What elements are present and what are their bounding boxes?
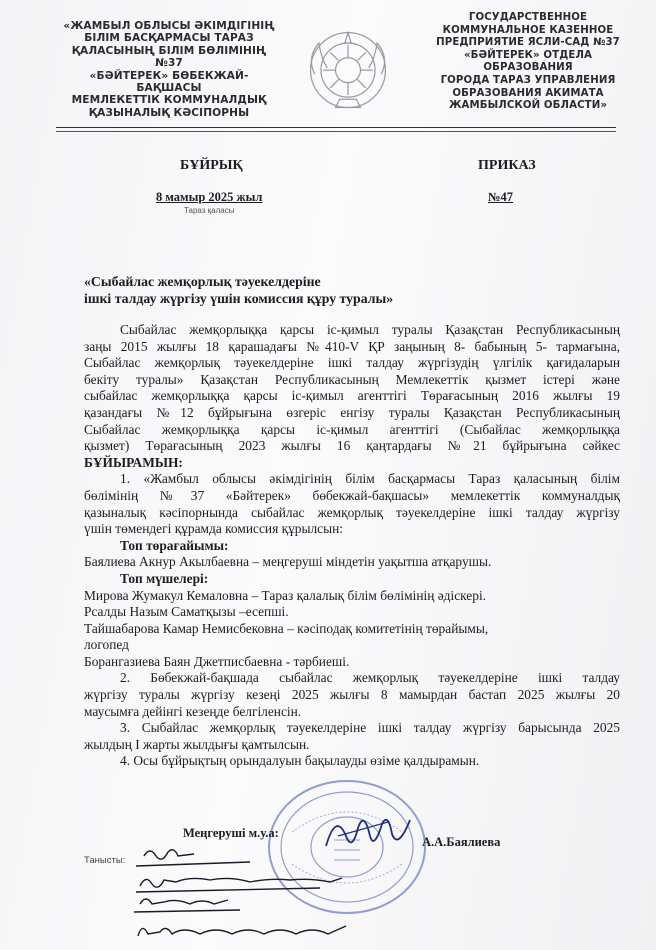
member-entry: Рсалды Назым Саматқызы –есепші. [84, 604, 289, 620]
member-entry: Борангазиева Баян Джетписбаевна - тәрбиеші. [84, 653, 350, 669]
item-1-line: үшін төмендегі құрамда комиссия құрылсын: [84, 521, 343, 537]
header-ru-line: ОБРАЗОВАНИЯ АКИМАТА [452, 87, 604, 99]
header-kz-line: ҚАЗЫНАЛЫҚ КӘСІПОРНЫ [88, 106, 250, 119]
subject-line: ішкі талдау жүргізу үшін комиссия құру туралы» [84, 291, 394, 307]
header-ru [418, 12, 638, 113]
order-body [84, 322, 620, 770]
header-ru-line: ГОРОДА ТАРАЗ УПРАВЛЕНИЯ [440, 74, 616, 86]
header-kz-line: ҚАЛАСЫНЫҢ БІЛІМ БӨЛІМІНІҢ №37 [71, 44, 267, 70]
chair-entry: Баялиева Акнур Акылбаевна – меңгеруші міндетін уақытша атқарушы. [84, 554, 492, 570]
header-ru-line: «БӘЙТЕРЕК» ОТДЕЛА ОБРАЗОВАНИЯ [464, 49, 592, 74]
header-ru-line: КОММУНАЛЬНОЕ КАЗЕННОЕ [442, 24, 614, 36]
preamble-line: Сыбайлас жемқорлыққа қарсы іс-қимыл туралы Қазақстан Республикасының [120, 322, 620, 337]
header-kz-line: БІЛІМ БАСҚАРМАСЫ ТАРАЗ [84, 32, 254, 45]
signer-name: А.А.Баялиева [422, 835, 501, 849]
header-divider [56, 127, 616, 128]
preamble-line: Сыбайлас жемқорлық тәуекелдеріне ішкі талдау жүргізудің үлгілік қағидаларын [84, 355, 620, 371]
member-entry: Мирова Жумакул Кемаловна – Тараз қалалық білім бөлімінің әдіскері. [84, 587, 487, 603]
item-3-line: жылдың I жарты жылдығы қамтылсын. [84, 736, 310, 752]
order-date: 8 мамыр 2025 жыл [156, 190, 263, 204]
preamble-line: Сыбайлас жемқорлыққа қарсы іс-қимыл агенттігі (Сыбайлас жемқорлыққа [84, 421, 620, 437]
preamble-line: қазандағы №12 бұйрығына өзгеріс енгізу туралы Қазақстан Республикасының [84, 404, 620, 420]
order-subject [84, 273, 393, 307]
item-1-line: 1. «Жамбыл облысы әкімдігінің білім басқармасы Тараз қаласының білім [120, 471, 620, 487]
item-2-line: жүргізу туралы жүргізу кезеңі 2025 жылғы 8 мамырдан бастап 2025 жылғы 20 [84, 687, 620, 703]
header-ru-line: ПРЕДПРИЯТИЕ ЯСЛИ-САД №37 [436, 37, 620, 49]
handwritten-signature-icon [144, 850, 194, 859]
signer-title: Меңгеруші м.у.а: [183, 826, 279, 840]
member-entry: Тайшабарова Камар Немисбековна – кәсіподақ комитетінің төрайымы, [84, 620, 489, 636]
doc-type-kz: БҰЙРЫҚ [180, 158, 243, 173]
header-kz-line: «БӘЙТЕРЕК» БӨБЕКЖАЙ-БАҚШАСЫ [89, 69, 249, 95]
preamble-line: қызмет) Төрағасының 2023 жылғы 16 қаңтардағы №21 бұйрығына сәйкес [84, 438, 620, 454]
header-ru-line: ГОСУДАРСТВЕННОЕ [468, 12, 588, 23]
order-city: Тараз қаласы [184, 206, 235, 215]
handwritten-signature-icon [138, 926, 346, 936]
preamble-line: сыбайлас жемқорлыққа қарсы іс-қимыл агенттігі Төрағасының 2016 жылғы 19 [84, 388, 620, 404]
preamble-line: бекіту туралы» Қазақстан Республикасының Мемлекеттік қызмет істері және [84, 371, 620, 387]
familiarized-label: Танысты: [84, 855, 126, 866]
item-4-line: 4. Осы бұйрықтың орындалуын бақылауды өзіме қалдырамын. [120, 753, 480, 769]
order-word: БҰЙЫРАМЫН: [84, 454, 183, 470]
kazakhstan-state-emblem-icon [296, 16, 400, 120]
item-1-line: қазыналық кәсіпорнында сыбайлас жемқорлық тәуекелдеріне ішкі талдау жүргізу [84, 504, 620, 520]
item-2-line: маусымға дейінгі кезеңде белгіленсін. [84, 703, 302, 719]
members-label: Топ мүшелері: [120, 570, 209, 586]
chair-label: Топ төрағайымы: [120, 537, 229, 553]
familiarization-signatures [120, 842, 380, 946]
header-kz [58, 20, 280, 119]
header-kz-line: МЕМЛЕКЕТТІК КОММУНАЛДЫҚ [71, 94, 267, 107]
header-divider-thin [56, 131, 616, 132]
subject-line: «Сыбайлас жемқорлық тәуекелдеріне [84, 274, 321, 289]
preamble-line: заңы 2015 жылғы 18 қарашадағы №410-V ҚР заңының 8- бабының 5- тармағына, [84, 338, 620, 354]
order-number: №47 [488, 190, 514, 204]
header-ru-line: ЖАМБЫЛСКОЙ ОБЛАСТИ» [448, 100, 607, 112]
handwritten-signature-icon [140, 878, 342, 887]
item-1-line: бөлімінің №37 «Бәйтерек» бөбекжай-бақшасы» мемлекеттік коммуналдық [84, 487, 620, 503]
item-2-line: 2. Бөбекжай-бақшада сыбайлас жемқорлық тәуекелдеріне ішкі талдау [120, 670, 620, 686]
member-entry: логопед [84, 637, 129, 653]
doc-type-ru: ПРИКАЗ [478, 158, 536, 173]
handwritten-signature-icon [140, 899, 228, 904]
header-kz-line: «ЖАМБЫЛ ОБЛЫСЫ ӘКІМДІГІНІҢ [63, 20, 275, 32]
item-3-line: 3. Сыбайлас жемқорлық тәуекелдеріне ішкі талдау жүргізу барысында 2025 [120, 720, 620, 736]
